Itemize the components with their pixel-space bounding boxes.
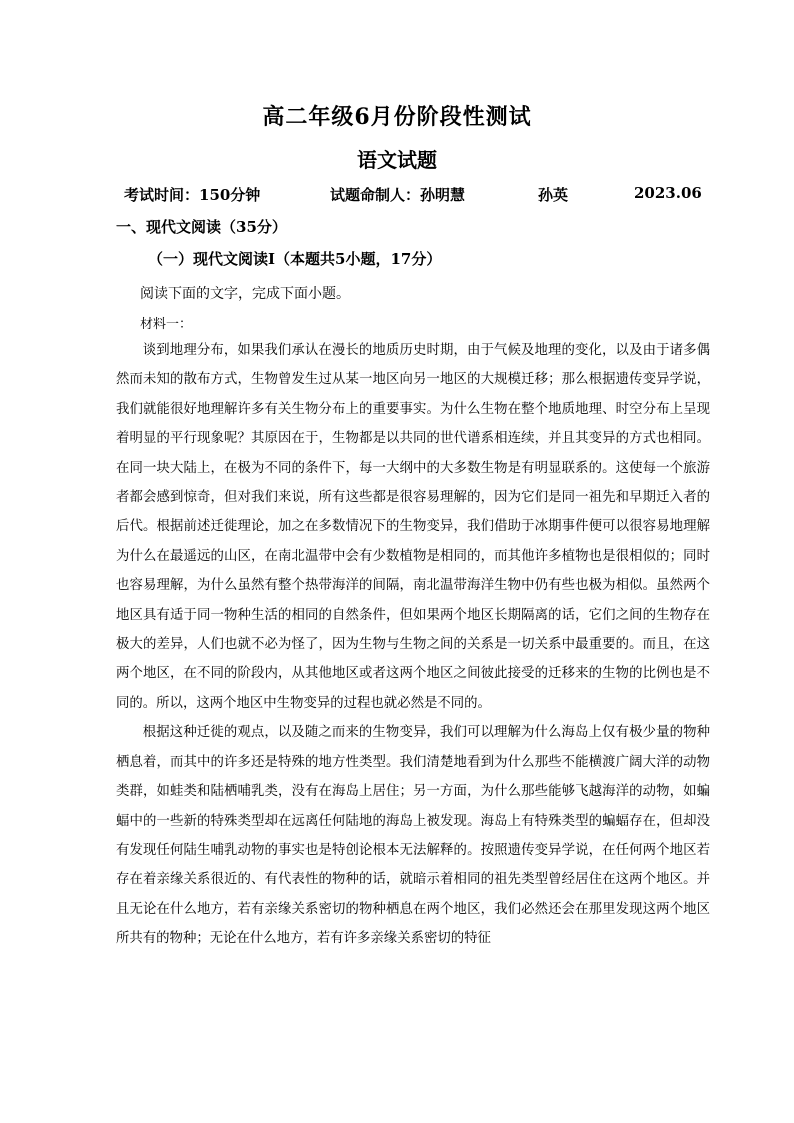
exam-author: 试题命制人：孙明慧 xyxy=(330,186,466,204)
page-title: 高二年级6月份阶段性测试 xyxy=(262,104,532,130)
page-subtitle: 语文试题 xyxy=(357,148,437,172)
exam-author-2: 孙英 xyxy=(538,186,569,204)
exam-time: 考试时间：150分钟 xyxy=(124,186,261,204)
section-heading: 一、现代文阅读（35分） xyxy=(116,218,287,236)
subsection-heading: （一）现代文阅读Ⅰ（本题共5小题，17分） xyxy=(148,250,442,268)
passage-paragraph: 根据这种迁徙的观点，以及随之而来的生物变异，我们可以理解为什么海岛上仅有极少量的物种栖息着，而其中的许多还是特殊的地方性类型。我们清楚地看到为什么那些不能横渡广阔大洋的动物类群，如蛙类和陆栖哺乳类，没有在海岛上居住；另一方面，为什么那些能够飞越海洋的动物，如蝙蝠中的一些新的特殊类型却在远离任何陆地的海岛上被发现。海岛上有特殊类型的蝙蝠存在，但却没有发现任何陆生哺乳动物的事实也是特创论根本无法解释的。按照遗传变异学说，在任何两个地区若存在着亲缘关系很近的、有代表性的物种的话，就暗示着相同的祖先类型曾经居住在这两个地区。并且无论在什么地方，若有亲缘关系密切的物种栖息在两个地区，我们必然还会在那里发现这两个地区所共有的物种；无论在什么地方，若有许多亲缘关系密切的特征 xyxy=(116,725,710,947)
instruction-text: 阅读下面的文字，完成下面小题。 xyxy=(140,286,350,302)
exam-date: 2023.06 xyxy=(634,184,702,202)
material-label: 材料一： xyxy=(140,317,193,332)
passage-paragraph: 谈到地理分布，如果我们承认在漫长的地质历史时期，由于气候及地理的变化，以及由于诸多偶然而未知的散布方式，生物曾发生过从某一地区向另一地区的大规模迁移；那么根据遗传变异学说，我们就能很好地理解许多有关生物分布上的重要事实。为什么生物在整个地质地理、时空分布上呈现着明显的平行现象呢？其原因在于，生物都是以共同的世代谱系相连续，并且其变异的方式也相同。在同一块大陆上，在极为不同的条件下，每一大纲中的大多数生物是有明显联系的。这使每一个旅游者都会感到惊奇，但对我们来说，所有这些都是很容易理解的，因为它们是同一祖先和早期迁入者的后代。根据前述迁徙理论，加之在多数情况下的生物变异，我们借助于冰期事件便可以很容易地理解为什么在最遥远的山区，在南北温带中会有少数植物是相同的，而其他许多植物也是很相似的；同时也容易理解，为什么虽然有整个热带海洋的间隔，南北温带海洋生物中仍有些也极为相似。虽然两个地区具有适于同一物种生活的相同的自然条件，但如果两个地区长期隔离的话，它们之间的生物存在极大的差异，人们也就不必为怪了，因为生物与生物之间的关系是一切关系中最重要的。而且，在这两个地区，在不同的阶段内，从其他地区或者这两个地区之间彼此接受的迁移来的生物的比例也是不同的。所以，这两个地区中生物变异的过程也就必然是不同的。 xyxy=(116,343,710,711)
exam-meta-line xyxy=(0,184,794,208)
reading-passage xyxy=(116,336,710,954)
